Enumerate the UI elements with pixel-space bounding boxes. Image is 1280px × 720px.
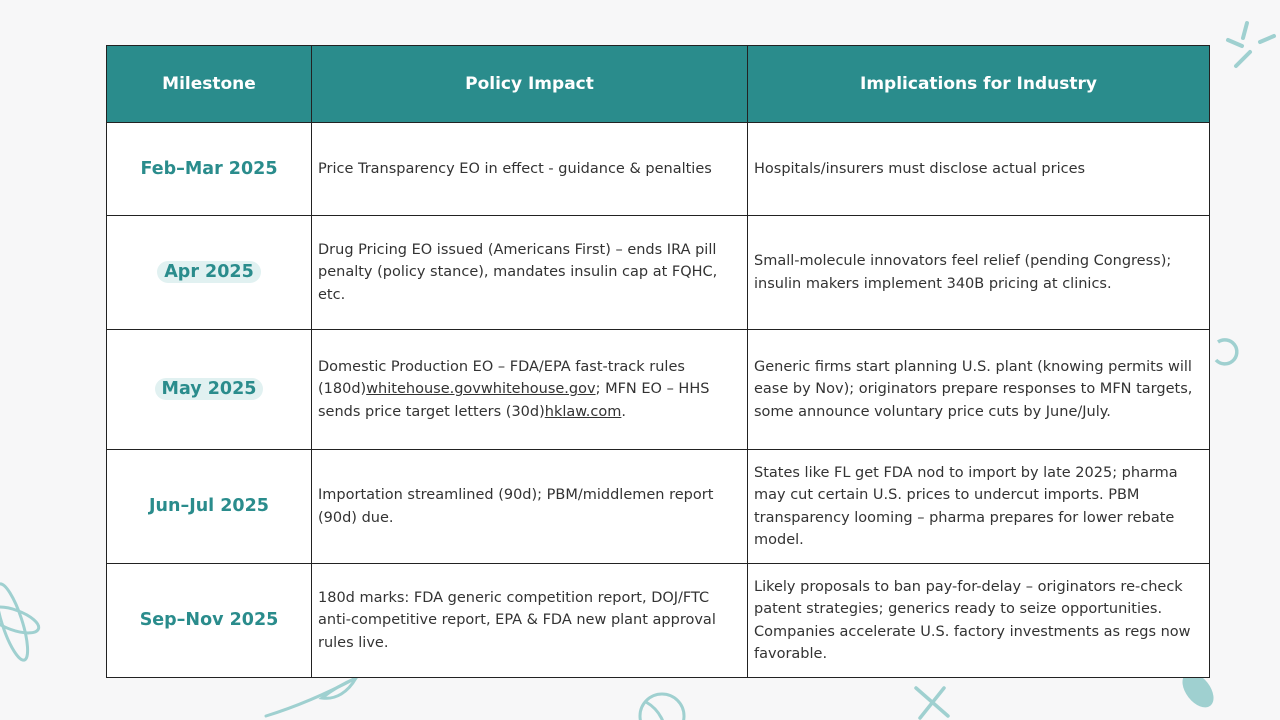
table-row bbox=[107, 330, 1210, 450]
milestone-label: May 2025 bbox=[155, 378, 264, 400]
cross-decoration-icon bbox=[910, 684, 954, 720]
policy-cell: Importation streamlined (90d); PBM/middlemen report (90d) due. bbox=[312, 450, 748, 564]
header-implications: Implications for Industry bbox=[748, 46, 1210, 123]
table-row bbox=[107, 450, 1210, 564]
milestone-label: Jun–Jul 2025 bbox=[149, 496, 269, 517]
milestone-label: Feb–Mar 2025 bbox=[140, 158, 278, 179]
implications-cell: Generic firms start planning U.S. plant (knowing permits will ease by Nov); originators prepare responses to MFN targets, some announce voluntary price cuts by June/July. bbox=[748, 330, 1210, 450]
ring-decoration-icon bbox=[1210, 334, 1246, 372]
policy-cell: 180d marks: FDA generic competition report, DOJ/FTC anti-competitive report, EPA & FDA new plant approval rules live. bbox=[312, 564, 748, 678]
policy-cell bbox=[312, 330, 748, 450]
source-link-hklaw[interactable]: hklaw.com bbox=[544, 403, 622, 420]
policy-text: ; MFN EO – HHS sends price target letters (30d) bbox=[318, 381, 710, 420]
source-link-whitehouse[interactable]: whitehouse.gov bbox=[480, 381, 596, 398]
ball-decoration-icon bbox=[636, 690, 688, 720]
table-header-row bbox=[107, 46, 1210, 123]
policy-cell: Drug Pricing EO issued (Americans First) – ends IRA pill penalty (policy stance), mandates insulin cap at FQHC, etc. bbox=[312, 216, 748, 330]
milestone-cell bbox=[107, 216, 312, 330]
policy-text: . bbox=[621, 403, 626, 420]
header-milestone: Milestone bbox=[107, 46, 312, 123]
header-policy-impact: Policy Impact bbox=[312, 46, 748, 123]
table-row bbox=[107, 216, 1210, 330]
milestone-cell bbox=[107, 450, 312, 564]
milestone-label: Apr 2025 bbox=[157, 261, 261, 283]
milestone-cell bbox=[107, 123, 312, 216]
table-row bbox=[107, 564, 1210, 678]
policy-text: Domestic Production EO – FDA/EPA fast-track rules (180d) bbox=[318, 358, 685, 398]
policy-milestones-table bbox=[106, 45, 1210, 678]
implications-cell: States like FL get FDA nod to import by late 2025; pharma may cut certain U.S. prices to undercut imports. PBM transparency looming – pharma prepares for lower rebate model. bbox=[748, 450, 1210, 564]
leaf-decoration-icon bbox=[262, 672, 366, 720]
table-row bbox=[107, 123, 1210, 216]
policy-cell: Price Transparency EO in effect - guidance & penalties bbox=[312, 123, 748, 216]
sparkle-decoration-icon bbox=[1222, 18, 1278, 74]
implications-cell: Small-molecule innovators feel relief (pending Congress); insulin makers implement 340B pricing at clinics. bbox=[748, 216, 1210, 330]
milestone-cell bbox=[107, 330, 312, 450]
milestone-label: Sep–Nov 2025 bbox=[139, 610, 279, 631]
implications-cell: Hospitals/insurers must disclose actual prices bbox=[748, 123, 1210, 216]
implications-cell: Likely proposals to ban pay-for-delay – originators re-check patent strategies; generics ready to seize opportunities. Companies accelerate U.S. factory investments as regs now favorable. bbox=[748, 564, 1210, 678]
milestone-cell bbox=[107, 564, 312, 678]
source-link-whitehouse[interactable]: whitehouse.gov bbox=[366, 381, 481, 398]
atom-decoration-icon bbox=[0, 576, 44, 676]
